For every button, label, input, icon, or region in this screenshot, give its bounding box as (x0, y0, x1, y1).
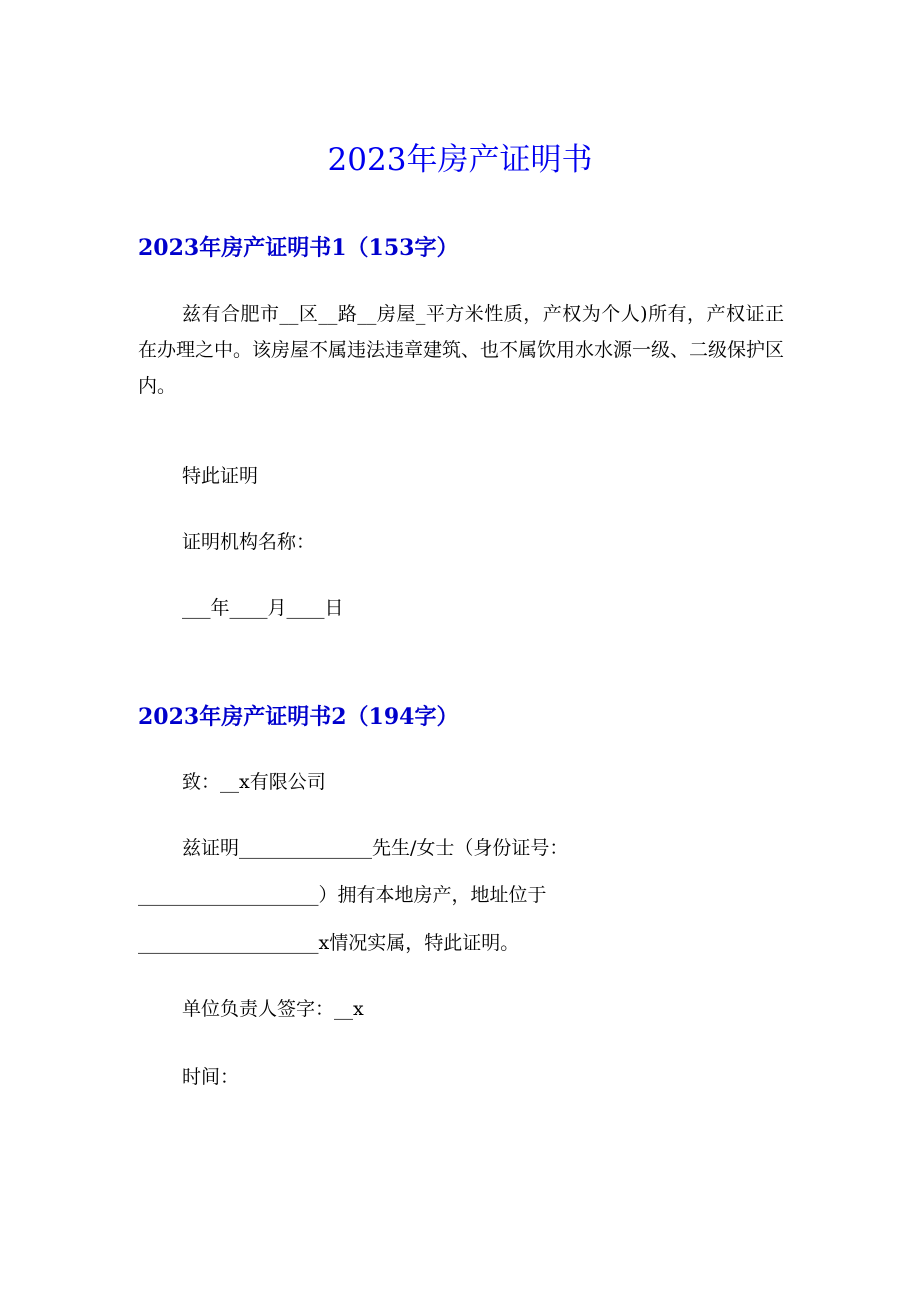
section-2-time: 时间： (182, 1066, 240, 1088)
section-1-heading: 2023年房产证明书1（153字） (138, 235, 459, 261)
section-1-body: 兹有合肥市__区__路__房屋_平方米性质，产权为个人)所有，产权证正在办理之中。该房屋不属违法违章建筑、也不属饮用水水源一级、二级保护区内。 (138, 303, 785, 397)
document-title: 2023年房产证明书 (327, 142, 593, 178)
section-1-org-name: 证明机构名称： (182, 531, 316, 553)
section-2-heading: 2023年房产证明书2（194字） (138, 704, 459, 730)
section-2-recipient: 致：__x有限公司 (182, 771, 326, 793)
section-2-signature: 单位负责人签字：__x (182, 998, 364, 1020)
section-1-date: ___年____月____日 (182, 597, 344, 619)
section-2-line-3: ___________________x情况实属，特此证明。 (138, 932, 520, 954)
section-1-certify: 特此证明 (182, 465, 259, 487)
section-2-line-2: ___________________）拥有本地房产，地址位于 (138, 884, 547, 906)
section-2-line-1: 兹证明______________先生/女士（身份证号： (182, 837, 569, 859)
